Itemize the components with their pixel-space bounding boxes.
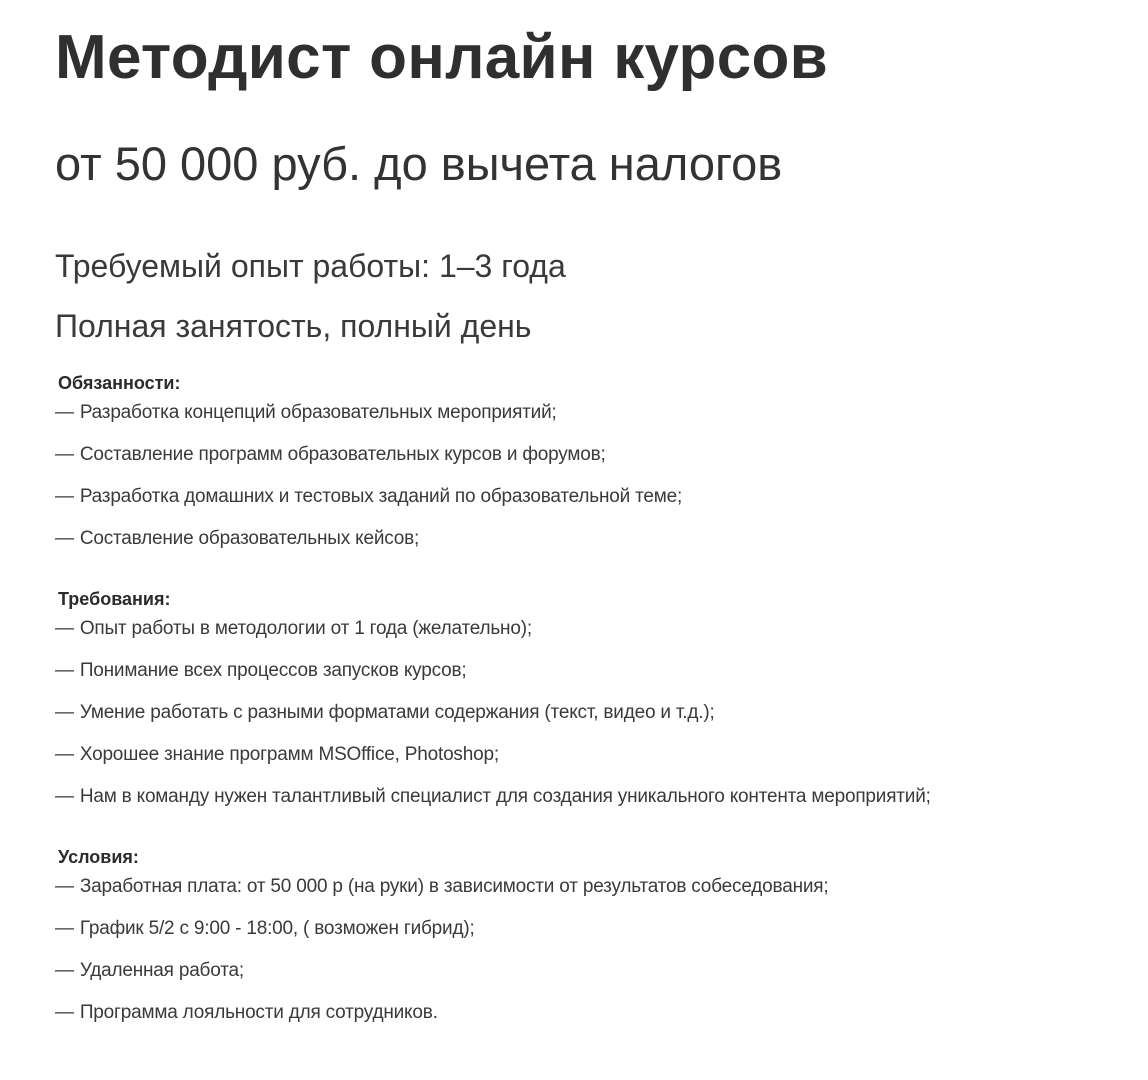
section-title: Требования: <box>58 589 171 609</box>
vacancy-employment-type: Полная занятость, полный день <box>55 308 532 344</box>
list-item <box>55 434 1148 476</box>
list-item <box>55 866 1148 908</box>
requirements-list <box>55 608 1148 818</box>
vacancy-experience: Требуемый опыт работы: 1–3 года <box>55 248 566 284</box>
list-item-text: Составление программ образовательных курсов и форумов; <box>79 444 606 465</box>
list-item <box>55 650 1148 692</box>
list-item <box>55 950 1148 992</box>
dash-bullet: — <box>55 618 74 639</box>
list-item <box>55 908 1148 950</box>
dash-bullet: — <box>55 486 74 507</box>
section-title: Обязанности: <box>58 373 181 393</box>
list-item-text: Разработка концепций образовательных мероприятий; <box>79 402 557 423</box>
list-item <box>55 518 1148 560</box>
conditions-list <box>55 866 1148 1034</box>
dash-bullet: — <box>55 402 74 423</box>
vacancy-salary: от 50 000 руб. до вычета налогов <box>55 137 783 190</box>
dash-bullet: — <box>55 660 74 681</box>
dash-bullet: — <box>55 744 74 765</box>
list-item-text: Понимание всех процессов запусков курсов; <box>79 660 467 681</box>
list-item <box>55 692 1148 734</box>
list-item-text: Заработная плата: от 50 000 р (на руки) в зависимости от результатов собеседования; <box>79 876 829 897</box>
section-requirements <box>55 587 1148 818</box>
section-title: Условия: <box>58 847 139 867</box>
responsibilities-list <box>55 392 1148 560</box>
list-item <box>55 392 1148 434</box>
list-item-text: Разработка домашних и тестовых заданий по образовательной теме; <box>79 486 683 507</box>
list-item <box>55 734 1148 776</box>
list-item-text: Удаленная работа; <box>79 960 244 981</box>
list-item-text: Нам в команду нужен талантливый специалист для создания уникального контента мероприятий; <box>79 786 931 807</box>
list-item-text: Опыт работы в методологии от 1 года (желательно); <box>79 618 532 639</box>
section-responsibilities <box>55 371 1148 560</box>
dash-bullet: — <box>55 444 74 465</box>
section-conditions <box>55 845 1148 1034</box>
list-item <box>55 776 1148 818</box>
list-item <box>55 476 1148 518</box>
dash-bullet: — <box>55 786 74 807</box>
list-item-text: Хорошее знание программ MSOffice, Photoshop; <box>79 744 499 765</box>
list-item <box>55 992 1148 1034</box>
dash-bullet: — <box>55 1002 74 1023</box>
list-item-text: График 5/2 с 9:00 - 18:00, ( возможен гибрид); <box>79 918 475 939</box>
dash-bullet: — <box>55 876 74 897</box>
dash-bullet: — <box>55 528 74 549</box>
list-item-text: Умение работать с разными форматами содержания (текст, видео и т.д.); <box>79 702 715 723</box>
list-item-text: Программа лояльности для сотрудников. <box>79 1002 438 1023</box>
dash-bullet: — <box>55 918 74 939</box>
dash-bullet: — <box>55 702 74 723</box>
list-item <box>55 608 1148 650</box>
list-item-text: Составление образовательных кейсов; <box>79 528 420 549</box>
dash-bullet: — <box>55 960 74 981</box>
vacancy-title: Методист онлайн курсов <box>55 23 829 92</box>
